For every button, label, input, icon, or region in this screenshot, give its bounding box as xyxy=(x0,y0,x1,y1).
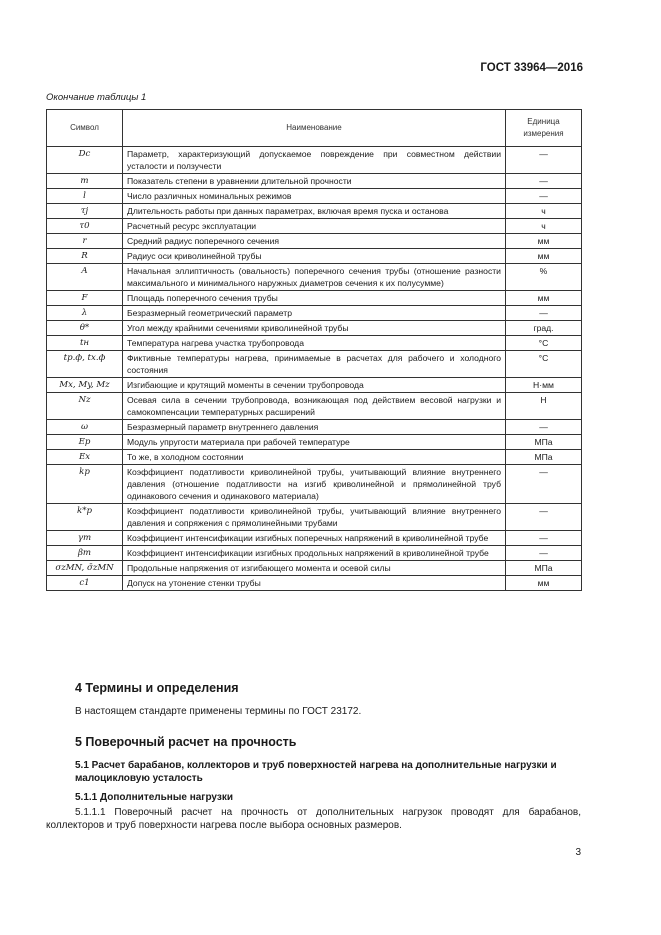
row-symbol: F xyxy=(47,291,123,306)
row-symbol: A xyxy=(47,264,123,291)
table-row xyxy=(47,204,582,219)
row-unit: град. xyxy=(506,321,582,336)
row-unit: — xyxy=(506,531,582,546)
table-row xyxy=(47,504,582,531)
row-symbol: Ep xyxy=(47,435,123,450)
row-symbol: kp xyxy=(47,465,123,504)
row-unit: — xyxy=(506,504,582,531)
row-unit: МПа xyxy=(506,450,582,465)
row-unit: °С xyxy=(506,351,582,378)
row-name: Число различных номинальных режимов xyxy=(123,189,506,204)
row-unit: ч xyxy=(506,219,582,234)
row-name: Длительность работы при данных параметрах, включая время пуска и останова xyxy=(123,204,506,219)
row-unit: мм xyxy=(506,234,582,249)
table-row xyxy=(47,291,582,306)
symbols-table xyxy=(46,109,582,591)
row-name: Показатель степени в уравнении длительной прочности xyxy=(123,174,506,189)
row-symbol: Nz xyxy=(47,393,123,420)
row-name: Осевая сила в сечении трубопровода, возникающая под действием весовой нагрузки и самокомпенсации температурных расширений xyxy=(123,393,506,420)
table-row xyxy=(47,336,582,351)
table-caption: Окончание таблицы 1 xyxy=(46,92,147,103)
table-row xyxy=(47,321,582,336)
table-row xyxy=(47,147,582,174)
table-row xyxy=(47,465,582,504)
column-header-symbol: Символ xyxy=(47,110,123,147)
row-name: Температура нагрева участка трубопровода xyxy=(123,336,506,351)
row-name: Радиус оси криволинейной трубы xyxy=(123,249,506,264)
row-name: Изгибающие и крутящий моменты в сечении трубопровода xyxy=(123,378,506,393)
row-name: Начальная эллиптичность (овальность) поперечного сечения трубы (отношение разности максимального и минимального наружных диаметров сечения к их полусумме) xyxy=(123,264,506,291)
row-symbol: l xyxy=(47,189,123,204)
row-symbol: θ* xyxy=(47,321,123,336)
row-symbol: Mx, My, Mz xyxy=(47,378,123,393)
section-5-title: 5 Поверочный расчет на прочность xyxy=(75,735,297,749)
paragraph-5-1-1-1: 5.1.1.1 Поверочный расчет на прочность от дополнительных нагрузок проводят для барабанов, коллекторов и труб поверхности нагрева после выбора основных размеров. xyxy=(46,807,581,831)
row-unit: мм xyxy=(506,576,582,591)
row-name: Модуль упругости материала при рабочей температуре xyxy=(123,435,506,450)
row-name: Продольные напряжения от изгибающего момента и осевой силы xyxy=(123,561,506,576)
row-unit: — xyxy=(506,174,582,189)
row-symbol: tр.ф, tх.ф xyxy=(47,351,123,378)
table-row xyxy=(47,264,582,291)
table-row xyxy=(47,249,582,264)
row-unit: — xyxy=(506,546,582,561)
subsection-5-1: 5.1 Расчет барабанов, коллекторов и труб поверхностей нагрева на дополнительные нагрузки и малоцикловую усталость xyxy=(75,760,557,784)
page-number: 3 xyxy=(575,847,581,858)
row-name: Коэффициент интенсификации изгибных поперечных напряжений в криволинейной трубе xyxy=(123,531,506,546)
table-row xyxy=(47,531,582,546)
row-symbol: γm xyxy=(47,531,123,546)
section-4-title: 4 Термины и определения xyxy=(75,681,239,695)
row-name: То же, в холодном состоянии xyxy=(123,450,506,465)
table-row xyxy=(47,435,582,450)
row-symbol: λ xyxy=(47,306,123,321)
table-row xyxy=(47,174,582,189)
table-row xyxy=(47,219,582,234)
table-header-row xyxy=(47,110,582,147)
row-symbol: k*p xyxy=(47,504,123,531)
table-row xyxy=(47,420,582,435)
row-unit: МПа xyxy=(506,561,582,576)
row-name: Безразмерный параметр внутреннего давления xyxy=(123,420,506,435)
row-name: Угол между крайними сечениями криволинейной трубы xyxy=(123,321,506,336)
row-symbol: R xyxy=(47,249,123,264)
row-name: Коэффициент податливости криволинейной трубы, учитывающий влияние внутреннего давления и сопряжения с прямолинейными трубами xyxy=(123,504,506,531)
row-unit: Н·мм xyxy=(506,378,582,393)
row-unit: — xyxy=(506,189,582,204)
table-row xyxy=(47,561,582,576)
row-name: Площадь поперечного сечения трубы xyxy=(123,291,506,306)
table-row xyxy=(47,378,582,393)
row-unit: — xyxy=(506,465,582,504)
row-unit: — xyxy=(506,420,582,435)
row-name: Коэффициент интенсификации изгибных продольных напряжений в криволинейной трубе xyxy=(123,546,506,561)
row-name: Параметр, характеризующий допускаемое повреждение при совместном действии усталости и ползучести xyxy=(123,147,506,174)
table-row xyxy=(47,234,582,249)
row-symbol: m xyxy=(47,174,123,189)
table-row xyxy=(47,189,582,204)
row-unit: мм xyxy=(506,291,582,306)
row-name: Коэффициент податливости криволинейной трубы, учитывающий влияние внутреннего давления (отношение податливости на изгиб криволинейной и прямолинейной труб одинакового сечения и одинакового материала) xyxy=(123,465,506,504)
table-row xyxy=(47,576,582,591)
row-name: Расчетный ресурс эксплуатации xyxy=(123,219,506,234)
row-unit: Н xyxy=(506,393,582,420)
row-unit: мм xyxy=(506,249,582,264)
row-unit: °С xyxy=(506,336,582,351)
row-symbol: Ex xyxy=(47,450,123,465)
row-unit: % xyxy=(506,264,582,291)
row-symbol: Dc xyxy=(47,147,123,174)
row-unit: — xyxy=(506,306,582,321)
table-row xyxy=(47,351,582,378)
row-unit: — xyxy=(506,147,582,174)
table-row xyxy=(47,450,582,465)
row-symbol: βm xyxy=(47,546,123,561)
row-symbol: σzMN, σ̄zMN xyxy=(47,561,123,576)
table-row xyxy=(47,306,582,321)
row-symbol: τj xyxy=(47,204,123,219)
row-symbol: ω xyxy=(47,420,123,435)
row-unit: ч xyxy=(506,204,582,219)
table-row xyxy=(47,546,582,561)
row-name: Фиктивные температуры нагрева, принимаемые в расчетах для рабочего и холодного состояния xyxy=(123,351,506,378)
section-4-text: В настоящем стандарте применены термины по ГОСТ 23172. xyxy=(75,706,362,717)
row-name: Средний радиус поперечного сечения xyxy=(123,234,506,249)
row-symbol: c1 xyxy=(47,576,123,591)
row-unit: МПа xyxy=(506,435,582,450)
column-header-name: Наименование xyxy=(123,110,506,147)
standard-number: ГОСТ 33964—2016 xyxy=(480,62,583,74)
row-symbol: τ0 xyxy=(47,219,123,234)
subsection-5-1-1: 5.1.1 Дополнительные нагрузки xyxy=(75,792,233,803)
row-name: Допуск на утонение стенки трубы xyxy=(123,576,506,591)
row-name: Безразмерный геометрический параметр xyxy=(123,306,506,321)
row-symbol: tн xyxy=(47,336,123,351)
table-row xyxy=(47,393,582,420)
row-symbol: r xyxy=(47,234,123,249)
column-header-unit: Единица измерения xyxy=(506,110,582,147)
